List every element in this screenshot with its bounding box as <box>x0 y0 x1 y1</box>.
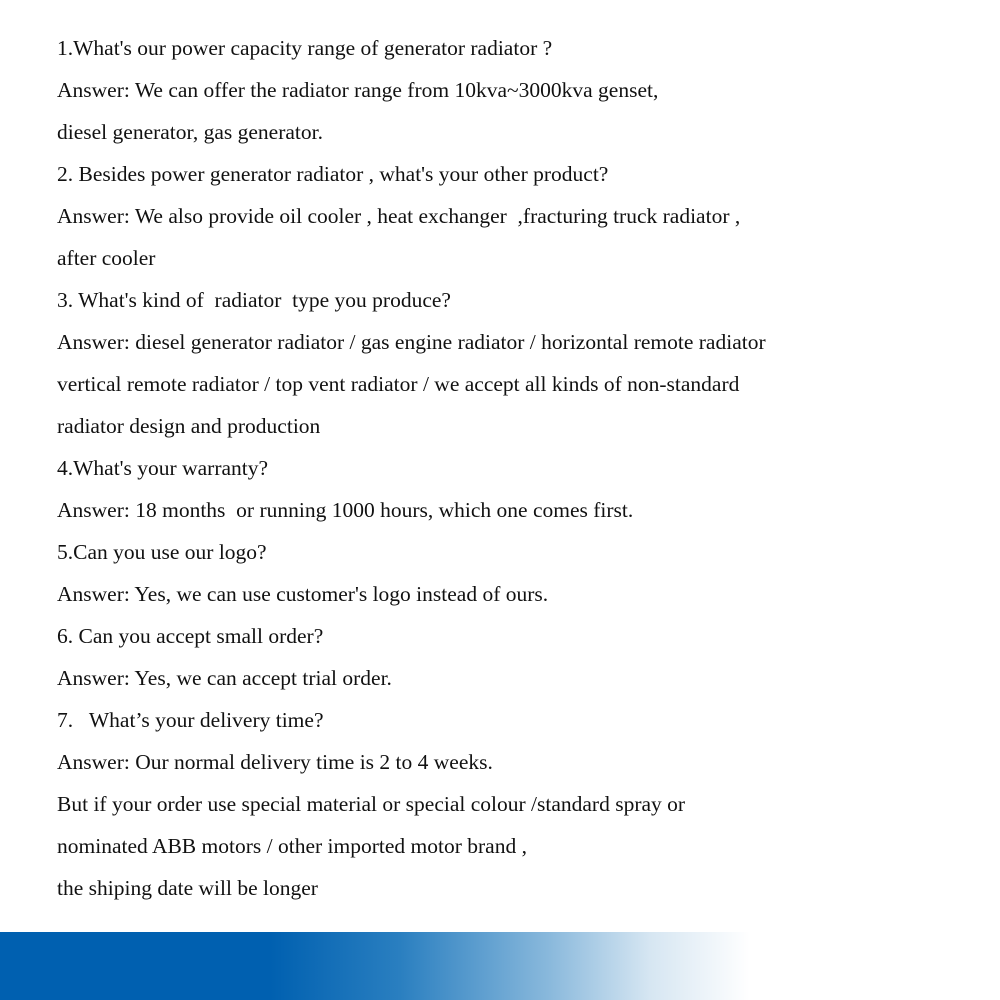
faq-answer-1-cont: diesel generator, gas generator. <box>57 120 323 144</box>
faq-answer-2: Answer: We also provide oil cooler , heat exchanger ,fracturing truck radiator , <box>57 204 741 228</box>
faq-answer-3-cont: vertical remote radiator / top vent radiator / we accept all kinds of non-standard <box>57 372 740 396</box>
faq-answer-3-cont: radiator design and production <box>57 414 321 438</box>
faq-question-7: 7. What’s your delivery time? <box>57 708 324 732</box>
faq-text-block <box>57 27 977 909</box>
blue-gradient-footer-band <box>0 932 1000 1000</box>
faq-question-3: 3. What's kind of radiator type you produce? <box>57 288 451 312</box>
faq-answer-2-cont: after cooler <box>57 246 156 270</box>
faq-question-2: 2. Besides power generator radiator , what's your other product? <box>57 162 609 186</box>
faq-answer-7-cont: nominated ABB motors / other imported motor brand , <box>57 834 527 858</box>
faq-answer-7-cont: the shiping date will be longer <box>57 876 318 900</box>
faq-answer-7: Answer: Our normal delivery time is 2 to 4 weeks. <box>57 750 493 774</box>
faq-answer-7-cont: But if your order use special material or special colour /standard spray or <box>57 792 686 816</box>
faq-answer-3: Answer: diesel generator radiator / gas engine radiator / horizontal remote radiator <box>57 330 766 354</box>
faq-answer-6: Answer: Yes, we can accept trial order. <box>57 666 392 690</box>
faq-answer-1: Answer: We can offer the radiator range from 10kva~3000kva genset, <box>57 78 659 102</box>
faq-answer-5: Answer: Yes, we can use customer's logo instead of ours. <box>57 582 549 606</box>
faq-question-4: 4.What's your warranty? <box>57 456 269 480</box>
faq-question-6: 6. Can you accept small order? <box>57 624 324 648</box>
faq-answer-4: Answer: 18 months or running 1000 hours, which one comes first. <box>57 498 634 522</box>
faq-question-1: 1.What's our power capacity range of generator radiator ? <box>57 36 553 60</box>
faq-question-5: 5.Can you use our logo? <box>57 540 267 564</box>
